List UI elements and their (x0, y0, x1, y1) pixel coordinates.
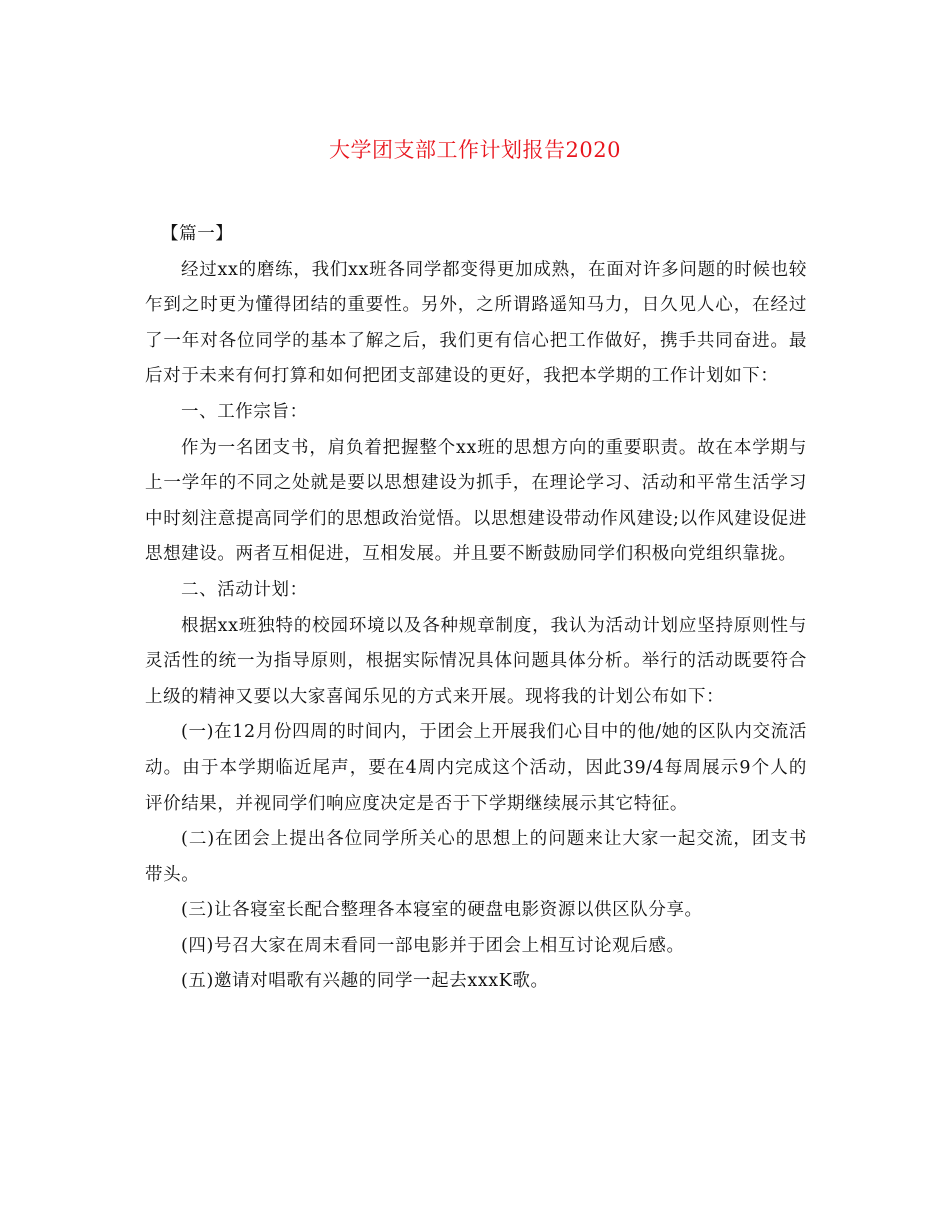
heading-activity-plan: 二、活动计划： (181, 579, 308, 600)
section-tag: 【篇一】 (161, 224, 234, 244)
paragraph-work-purpose: 作为一名团支书，肩负着把握整个xx班的思想方向的重要职责。故在本学期与上一学年的不同之处就是要以思想建设为抓手，在理论学习、活动和平常生活学习中时刻注意提高同学们的思想政治觉悟。以思想建设带动作风建设;以作风建设促进思想建设。两者互相促进，互相发展。并且要不断鼓励同学们积极向党组织靠拢。 (145, 437, 807, 565)
plan-item-2: (二)在团会上提出各位同学所关心的思想上的问题来让大家一起交流，团支书带头。 (145, 829, 807, 885)
plan-item-3: (三)让各寝室长配合整理各本寝室的硬盘电影资源以供区队分享。 (181, 900, 703, 921)
heading-work-purpose: 一、工作宗旨： (181, 401, 308, 422)
plan-item-4: (四)号召大家在周末看同一部电影并于团会上相互讨论观后感。 (181, 935, 685, 956)
document-body (145, 217, 807, 1000)
plan-item-5: (五)邀请对唱歌有兴趣的同学一起去xxxK歌。 (181, 971, 549, 992)
plan-item-1: (一)在12月份四周的时间内，于团会上开展我们心目中的他/她的区队内交流活动。由于本学期临近尾声，要在4周内完成这个活动，因此39/4每周展示9个人的评价结果，并视同学们响应度决定是否于下学期继续展示其它特征。 (145, 722, 807, 814)
paragraph-intro: 经过xx的磨练，我们xx班各同学都变得更加成熟，在面对许多问题的时候也较乍到之时更为懂得团结的重要性。另外，之所谓路遥知马力，日久见人心，在经过了一年对各位同学的基本了解之后，我们更有信心把工作做好，携手共同奋进。最后对于未来有何打算和如何把团支部建设的更好，我把本学期的工作计划如下： (145, 259, 807, 387)
paragraph-activity-plan: 根据xx班独特的校园环境以及各种规章制度，我认为活动计划应坚持原则性与灵活性的统一为指导原则，根据实际情况具体问题具体分析。举行的活动既要符合上级的精神又要以大家喜闻乐见的方式来开展。现将我的计划公布如下： (145, 615, 807, 707)
document-title: 大学团支部工作计划报告2020 (329, 138, 621, 162)
